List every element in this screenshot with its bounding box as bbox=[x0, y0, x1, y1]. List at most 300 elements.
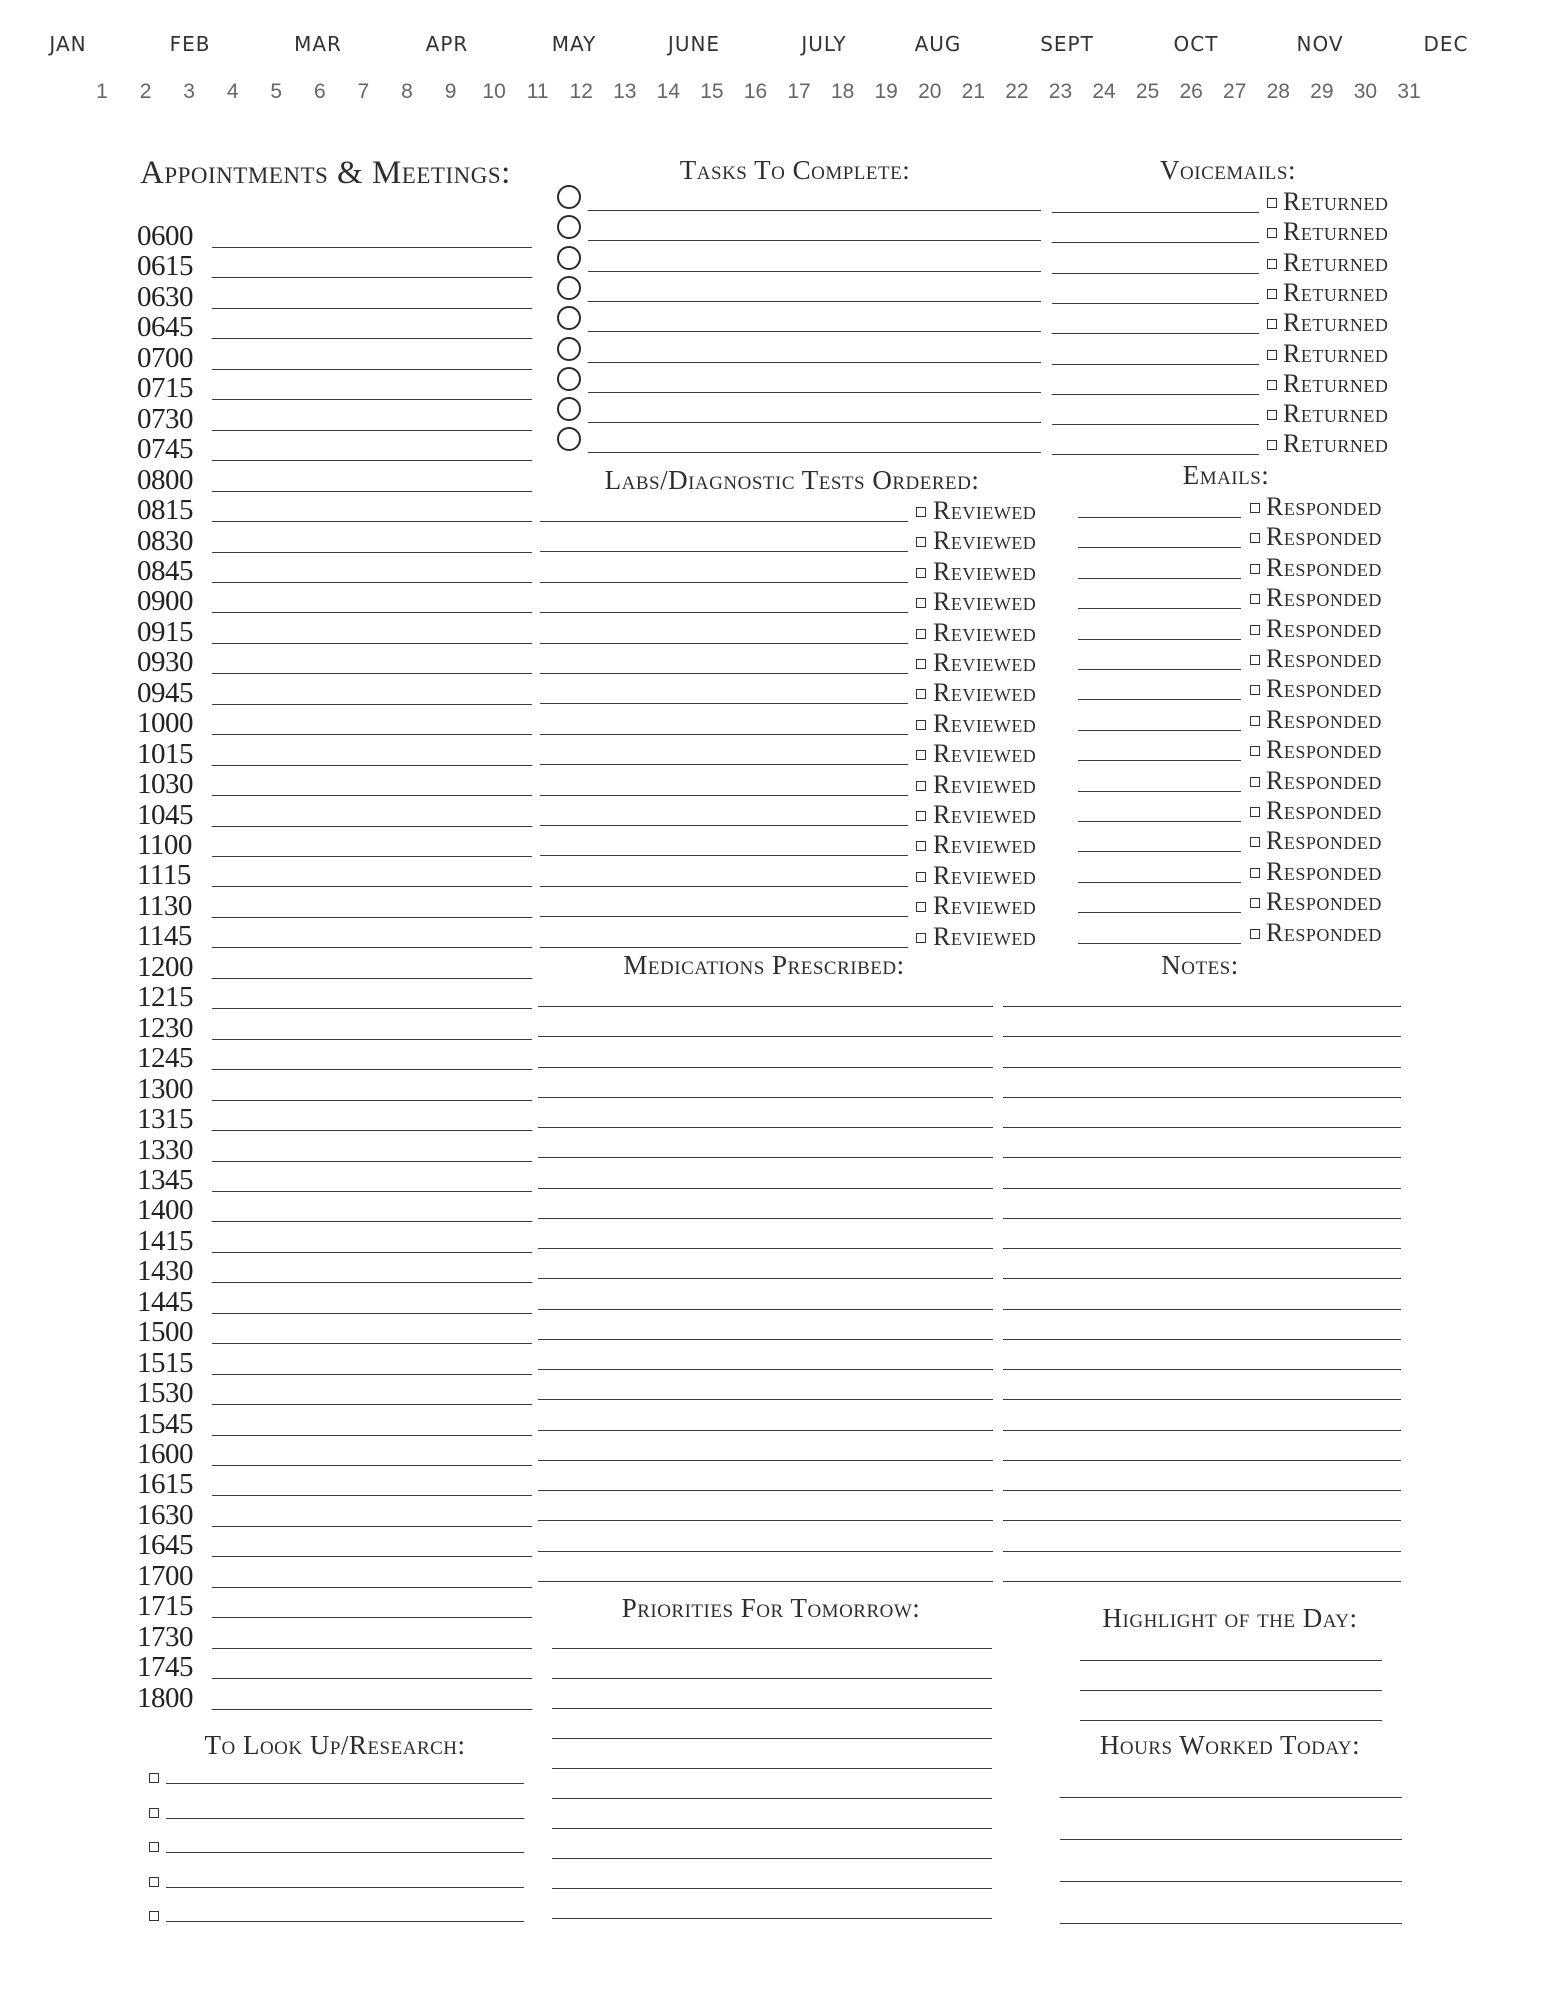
responded-checkbox[interactable] bbox=[1250, 625, 1260, 635]
time-slot-label: 0730 bbox=[137, 402, 193, 435]
medication-line[interactable] bbox=[538, 1399, 993, 1400]
appointment-line[interactable] bbox=[212, 369, 532, 370]
notes-line[interactable] bbox=[1003, 1036, 1401, 1037]
notes-heading: Notes: bbox=[1161, 950, 1239, 980]
medication-line[interactable] bbox=[538, 1036, 993, 1037]
reviewed-checkbox[interactable] bbox=[916, 902, 926, 912]
reviewed-label: Reviewed bbox=[933, 708, 1037, 738]
appointment-line[interactable] bbox=[212, 1556, 532, 1557]
month-label[interactable]: MAY bbox=[551, 32, 597, 56]
voicemail-line[interactable] bbox=[1052, 333, 1259, 334]
appointment-line[interactable] bbox=[212, 1678, 532, 1679]
returned-checkbox[interactable] bbox=[1267, 380, 1277, 390]
day-label[interactable]: 11 bbox=[526, 80, 549, 103]
notes-line[interactable] bbox=[1003, 1460, 1401, 1461]
appointment-line[interactable] bbox=[212, 582, 532, 583]
returned-label: Returned bbox=[1283, 338, 1389, 368]
appointment-line[interactable] bbox=[212, 430, 532, 431]
appointment-line[interactable] bbox=[212, 552, 532, 553]
day-label[interactable]: 14 bbox=[656, 80, 681, 103]
task-checkbox[interactable] bbox=[557, 337, 581, 361]
task-line[interactable] bbox=[588, 422, 1041, 423]
day-label[interactable]: 1 bbox=[96, 80, 108, 103]
returned-checkbox[interactable] bbox=[1267, 350, 1277, 360]
voicemail-line[interactable] bbox=[1052, 242, 1259, 243]
time-slot-label: 1000 bbox=[137, 707, 193, 740]
responded-label: Responded bbox=[1266, 826, 1382, 856]
time-slot-label: 1215 bbox=[137, 981, 193, 1014]
priority-line[interactable] bbox=[552, 1798, 992, 1799]
notes-line[interactable] bbox=[1003, 1339, 1401, 1340]
task-checkbox[interactable] bbox=[557, 367, 581, 391]
task-checkbox[interactable] bbox=[557, 306, 581, 330]
appointment-line[interactable] bbox=[212, 1191, 532, 1192]
email-line[interactable] bbox=[1078, 851, 1241, 852]
reviewed-checkbox[interactable] bbox=[916, 811, 926, 821]
day-label[interactable]: 15 bbox=[700, 80, 724, 103]
time-slot-label: 1330 bbox=[137, 1133, 193, 1166]
reviewed-checkbox[interactable] bbox=[916, 872, 926, 882]
reviewed-checkbox[interactable] bbox=[916, 781, 926, 791]
responded-checkbox[interactable] bbox=[1250, 533, 1260, 543]
reviewed-checkbox[interactable] bbox=[916, 750, 926, 760]
medication-line[interactable] bbox=[538, 1067, 993, 1068]
day-label[interactable]: 27 bbox=[1223, 80, 1247, 103]
responded-label: Responded bbox=[1266, 583, 1382, 613]
month-label[interactable]: APR bbox=[425, 32, 469, 56]
notes-line[interactable] bbox=[1003, 1369, 1401, 1370]
hours-line[interactable] bbox=[1060, 1797, 1402, 1798]
priority-line[interactable] bbox=[552, 1738, 992, 1739]
appointment-line[interactable] bbox=[212, 491, 532, 492]
responded-checkbox[interactable] bbox=[1250, 685, 1260, 695]
notes-line[interactable] bbox=[1003, 1430, 1401, 1431]
returned-checkbox[interactable] bbox=[1267, 410, 1277, 420]
task-line[interactable] bbox=[588, 271, 1041, 272]
time-slot-label: 1415 bbox=[137, 1224, 193, 1257]
responded-label: Responded bbox=[1266, 765, 1382, 795]
appointment-line[interactable] bbox=[212, 643, 532, 644]
lab-line[interactable] bbox=[540, 916, 908, 917]
month-label[interactable]: OCT bbox=[1173, 32, 1219, 56]
hours-line[interactable] bbox=[1060, 1881, 1402, 1882]
task-checkbox[interactable] bbox=[557, 185, 581, 209]
time-slot-label: 1530 bbox=[137, 1377, 193, 1410]
day-label[interactable]: 2 bbox=[139, 80, 152, 103]
appointment-line[interactable] bbox=[212, 1465, 532, 1466]
time-slot-label: 0845 bbox=[137, 554, 193, 587]
research-line[interactable] bbox=[166, 1887, 524, 1888]
time-slot-label: 0930 bbox=[137, 646, 193, 679]
hours-line[interactable] bbox=[1060, 1839, 1402, 1840]
email-line[interactable] bbox=[1078, 882, 1241, 883]
reviewed-checkbox[interactable] bbox=[916, 568, 926, 578]
returned-label: Returned bbox=[1283, 247, 1389, 277]
appointment-line[interactable] bbox=[212, 1221, 532, 1222]
task-checkbox[interactable] bbox=[557, 215, 581, 239]
time-slot-label: 1800 bbox=[137, 1681, 193, 1714]
priority-line[interactable] bbox=[552, 1768, 992, 1769]
time-slot-label: 1145 bbox=[137, 920, 192, 953]
time-slot-label: 1345 bbox=[137, 1163, 193, 1196]
notes-line[interactable] bbox=[1003, 1067, 1401, 1068]
responded-label: Responded bbox=[1266, 735, 1382, 765]
appointment-line[interactable] bbox=[212, 277, 532, 278]
research-line[interactable] bbox=[166, 1783, 524, 1784]
lab-line[interactable] bbox=[540, 855, 908, 856]
appointment-line[interactable] bbox=[212, 856, 532, 857]
responded-checkbox[interactable] bbox=[1250, 807, 1260, 817]
lab-line[interactable] bbox=[540, 886, 908, 887]
highlight-line[interactable] bbox=[1080, 1660, 1382, 1661]
appointment-line[interactable] bbox=[212, 308, 532, 309]
appointment-line[interactable] bbox=[212, 886, 532, 887]
time-slot-label: 0745 bbox=[137, 433, 193, 466]
voicemail-line[interactable] bbox=[1052, 364, 1259, 365]
appointments-heading: Appointments & Meetings: bbox=[140, 155, 511, 191]
appointment-line[interactable] bbox=[212, 978, 532, 979]
lab-line[interactable] bbox=[540, 551, 908, 552]
day-label[interactable]: 8 bbox=[401, 80, 413, 103]
research-checkbox[interactable] bbox=[149, 1877, 159, 1887]
priority-line[interactable] bbox=[552, 1648, 992, 1649]
day-label[interactable]: 13 bbox=[613, 80, 637, 103]
notes-line[interactable] bbox=[1003, 1551, 1401, 1552]
time-slot-label: 1700 bbox=[137, 1559, 193, 1592]
email-line[interactable] bbox=[1078, 699, 1241, 700]
research-checkbox[interactable] bbox=[149, 1808, 159, 1818]
lab-line[interactable] bbox=[540, 703, 908, 704]
time-slot-label: 1315 bbox=[137, 1103, 193, 1136]
returned-checkbox[interactable] bbox=[1267, 319, 1277, 329]
voicemail-line[interactable] bbox=[1052, 212, 1259, 213]
reviewed-checkbox[interactable] bbox=[916, 659, 926, 669]
appointment-line[interactable] bbox=[212, 1252, 532, 1253]
task-checkbox[interactable] bbox=[557, 427, 581, 451]
priority-line[interactable] bbox=[552, 1828, 992, 1829]
day-label[interactable]: 24 bbox=[1092, 80, 1116, 103]
task-line[interactable] bbox=[588, 452, 1041, 453]
notes-line[interactable] bbox=[1003, 1006, 1401, 1007]
appointment-line[interactable] bbox=[212, 1343, 532, 1344]
month-label[interactable]: SEPT bbox=[1040, 32, 1094, 56]
appointment-line[interactable] bbox=[212, 826, 532, 827]
responded-checkbox[interactable] bbox=[1250, 898, 1260, 908]
day-label[interactable]: 28 bbox=[1266, 80, 1290, 103]
lab-line[interactable] bbox=[540, 673, 908, 674]
appointment-line[interactable] bbox=[212, 1648, 532, 1649]
appointment-line[interactable] bbox=[212, 1100, 532, 1101]
lab-line[interactable] bbox=[540, 521, 908, 522]
appointment-line[interactable] bbox=[212, 612, 532, 613]
lab-line[interactable] bbox=[540, 795, 908, 796]
returned-checkbox[interactable] bbox=[1267, 228, 1277, 238]
reviewed-checkbox[interactable] bbox=[916, 689, 926, 699]
appointment-line[interactable] bbox=[212, 1495, 532, 1496]
returned-checkbox[interactable] bbox=[1267, 289, 1277, 299]
responded-checkbox[interactable] bbox=[1250, 716, 1260, 726]
returned-checkbox[interactable] bbox=[1267, 259, 1277, 269]
email-line[interactable] bbox=[1078, 760, 1241, 761]
highlight-heading: Highlight of the Day: bbox=[1102, 1603, 1358, 1633]
research-heading: To Look Up/Research: bbox=[204, 1730, 466, 1760]
reviewed-label: Reviewed bbox=[933, 678, 1037, 708]
appointment-line[interactable] bbox=[212, 1587, 532, 1588]
time-slot-label: 0615 bbox=[137, 250, 193, 283]
email-line[interactable] bbox=[1078, 669, 1241, 670]
appointment-line[interactable] bbox=[212, 247, 532, 248]
voicemail-line[interactable] bbox=[1052, 273, 1259, 274]
reviewed-checkbox[interactable] bbox=[916, 507, 926, 517]
reviewed-label: Reviewed bbox=[933, 739, 1037, 769]
day-label[interactable]: 18 bbox=[830, 80, 855, 103]
task-line[interactable] bbox=[588, 301, 1041, 302]
appointment-line[interactable] bbox=[212, 765, 532, 766]
research-checkbox[interactable] bbox=[149, 1842, 159, 1852]
task-line[interactable] bbox=[588, 362, 1041, 363]
task-line[interactable] bbox=[588, 240, 1041, 241]
notes-line[interactable] bbox=[1003, 1581, 1401, 1582]
month-label[interactable]: AUG bbox=[914, 32, 962, 56]
time-slot-label: 1045 bbox=[137, 798, 193, 831]
lab-line[interactable] bbox=[540, 825, 908, 826]
priority-line[interactable] bbox=[552, 1888, 992, 1889]
responded-checkbox[interactable] bbox=[1250, 777, 1260, 787]
notes-line[interactable] bbox=[1003, 1157, 1401, 1158]
appointment-line[interactable] bbox=[212, 1282, 532, 1283]
lab-line[interactable] bbox=[540, 734, 908, 735]
appointment-line[interactable] bbox=[212, 1039, 532, 1040]
reviewed-checkbox[interactable] bbox=[916, 598, 926, 608]
research-line[interactable] bbox=[166, 1852, 524, 1853]
medication-line[interactable] bbox=[538, 1127, 993, 1128]
priority-line[interactable] bbox=[552, 1858, 992, 1859]
time-slot-label: 0900 bbox=[137, 585, 193, 618]
notes-line[interactable] bbox=[1003, 1248, 1401, 1249]
appointment-line[interactable] bbox=[212, 1130, 532, 1131]
day-label[interactable]: 29 bbox=[1310, 80, 1334, 103]
highlight-line[interactable] bbox=[1080, 1720, 1382, 1721]
task-line[interactable] bbox=[588, 210, 1041, 211]
hours-line[interactable] bbox=[1060, 1923, 1402, 1924]
appointment-line[interactable] bbox=[212, 795, 532, 796]
appointment-line[interactable] bbox=[212, 399, 532, 400]
appointment-line[interactable] bbox=[212, 1374, 532, 1375]
day-label[interactable]: 7 bbox=[357, 80, 370, 103]
appointment-line[interactable] bbox=[212, 673, 532, 674]
day-label[interactable]: 25 bbox=[1135, 80, 1160, 103]
email-line[interactable] bbox=[1078, 943, 1241, 944]
highlight-line[interactable] bbox=[1080, 1690, 1382, 1691]
appointment-line[interactable] bbox=[212, 1069, 532, 1070]
lab-line[interactable] bbox=[540, 612, 908, 613]
time-slot-label: 1015 bbox=[137, 737, 193, 770]
day-label[interactable]: 6 bbox=[313, 80, 326, 103]
appointment-line[interactable] bbox=[212, 947, 532, 948]
notes-line[interactable] bbox=[1003, 1188, 1401, 1189]
day-label[interactable]: 22 bbox=[1005, 80, 1029, 103]
research-line[interactable] bbox=[166, 1818, 524, 1819]
task-line[interactable] bbox=[588, 331, 1041, 332]
notes-line[interactable] bbox=[1003, 1218, 1401, 1219]
day-label[interactable]: 12 bbox=[569, 80, 593, 103]
responded-checkbox[interactable] bbox=[1250, 594, 1260, 604]
day-label[interactable]: 30 bbox=[1353, 80, 1378, 103]
appointment-line[interactable] bbox=[212, 917, 532, 918]
month-label[interactable]: JULY bbox=[801, 32, 847, 56]
returned-checkbox[interactable] bbox=[1267, 440, 1277, 450]
lab-line[interactable] bbox=[540, 643, 908, 644]
research-checkbox[interactable] bbox=[149, 1773, 159, 1783]
lab-line[interactable] bbox=[540, 947, 908, 948]
day-label[interactable]: 9 bbox=[444, 80, 457, 103]
day-label[interactable]: 19 bbox=[874, 80, 898, 103]
month-label[interactable]: JAN bbox=[49, 32, 87, 56]
task-line[interactable] bbox=[588, 392, 1041, 393]
task-checkbox[interactable] bbox=[557, 276, 581, 300]
medication-line[interactable] bbox=[538, 1460, 993, 1461]
day-label[interactable]: 4 bbox=[226, 80, 239, 103]
month-label[interactable]: NOV bbox=[1296, 32, 1344, 56]
appointment-line[interactable] bbox=[212, 704, 532, 705]
reviewed-label: Reviewed bbox=[933, 891, 1037, 921]
responded-checkbox[interactable] bbox=[1250, 868, 1260, 878]
email-line[interactable] bbox=[1078, 578, 1241, 579]
responded-checkbox[interactable] bbox=[1250, 929, 1260, 939]
medication-line[interactable] bbox=[538, 1339, 993, 1340]
appointment-line[interactable] bbox=[212, 1313, 532, 1314]
medication-line[interactable] bbox=[538, 1551, 993, 1552]
reviewed-label: Reviewed bbox=[933, 860, 1037, 890]
appointment-line[interactable] bbox=[212, 1161, 532, 1162]
appointment-line[interactable] bbox=[212, 734, 532, 735]
day-label[interactable]: 31 bbox=[1397, 80, 1421, 103]
reviewed-checkbox[interactable] bbox=[916, 933, 926, 943]
time-slot-label: 1515 bbox=[137, 1346, 193, 1379]
day-label[interactable]: 23 bbox=[1048, 80, 1073, 103]
returned-checkbox[interactable] bbox=[1267, 198, 1277, 208]
notes-line[interactable] bbox=[1003, 1399, 1401, 1400]
day-label[interactable]: 26 bbox=[1179, 80, 1203, 103]
appointment-line[interactable] bbox=[212, 1008, 532, 1009]
medication-line[interactable] bbox=[538, 1097, 993, 1098]
email-line[interactable] bbox=[1078, 730, 1241, 731]
email-line[interactable] bbox=[1078, 912, 1241, 913]
reviewed-checkbox[interactable] bbox=[916, 841, 926, 851]
task-checkbox[interactable] bbox=[557, 397, 581, 421]
returned-label: Returned bbox=[1283, 429, 1389, 459]
medication-line[interactable] bbox=[538, 1157, 993, 1158]
reviewed-label: Reviewed bbox=[933, 830, 1037, 860]
email-line[interactable] bbox=[1078, 547, 1241, 548]
responded-checkbox[interactable] bbox=[1250, 564, 1260, 574]
notes-line[interactable] bbox=[1003, 1309, 1401, 1310]
emails-heading: Emails: bbox=[1182, 460, 1270, 490]
month-label[interactable]: JUNE bbox=[667, 32, 721, 56]
appointment-line[interactable] bbox=[212, 521, 532, 522]
medication-line[interactable] bbox=[538, 1430, 993, 1431]
responded-label: Responded bbox=[1266, 552, 1382, 582]
notes-line[interactable] bbox=[1003, 1097, 1401, 1098]
responded-checkbox[interactable] bbox=[1250, 503, 1260, 513]
notes-line[interactable] bbox=[1003, 1278, 1401, 1279]
responded-checkbox[interactable] bbox=[1250, 837, 1260, 847]
priority-line[interactable] bbox=[552, 1708, 992, 1709]
time-slot-label: 1200 bbox=[137, 950, 193, 983]
priority-line[interactable] bbox=[552, 1678, 992, 1679]
reviewed-checkbox[interactable] bbox=[916, 537, 926, 547]
medication-line[interactable] bbox=[538, 1490, 993, 1491]
appointment-line[interactable] bbox=[212, 1709, 532, 1710]
priority-line[interactable] bbox=[552, 1918, 992, 1919]
responded-label: Responded bbox=[1266, 704, 1382, 734]
day-label[interactable]: 5 bbox=[270, 80, 283, 103]
appointment-line[interactable] bbox=[212, 1617, 532, 1618]
email-line[interactable] bbox=[1078, 821, 1241, 822]
lab-line[interactable] bbox=[540, 582, 908, 583]
email-line[interactable] bbox=[1078, 608, 1241, 609]
medication-line[interactable] bbox=[538, 1248, 993, 1249]
reviewed-checkbox[interactable] bbox=[916, 629, 926, 639]
medication-line[interactable] bbox=[538, 1369, 993, 1370]
medication-line[interactable] bbox=[538, 1309, 993, 1310]
month-label[interactable]: FEB bbox=[169, 32, 211, 56]
day-label[interactable]: 17 bbox=[787, 80, 811, 103]
lab-line[interactable] bbox=[540, 764, 908, 765]
notes-line[interactable] bbox=[1003, 1520, 1401, 1521]
month-label[interactable]: MAR bbox=[294, 32, 342, 56]
medication-line[interactable] bbox=[538, 1218, 993, 1219]
day-label[interactable]: 3 bbox=[183, 80, 195, 103]
medication-line[interactable] bbox=[538, 1278, 993, 1279]
returned-label: Returned bbox=[1283, 187, 1389, 216]
voicemail-line[interactable] bbox=[1052, 454, 1259, 455]
research-checkbox[interactable] bbox=[149, 1911, 159, 1921]
reviewed-checkbox[interactable] bbox=[916, 720, 926, 730]
research-line[interactable] bbox=[166, 1921, 524, 1922]
month-label[interactable]: DEC bbox=[1423, 32, 1469, 56]
task-checkbox[interactable] bbox=[557, 246, 581, 270]
day-label[interactable]: 10 bbox=[482, 80, 506, 103]
email-line[interactable] bbox=[1078, 517, 1241, 518]
medication-line[interactable] bbox=[538, 1520, 993, 1521]
appointment-line[interactable] bbox=[212, 460, 532, 461]
time-slot-label: 1230 bbox=[137, 1011, 193, 1044]
hours-heading: Hours Worked Today: bbox=[1099, 1730, 1361, 1760]
appointment-line[interactable] bbox=[212, 338, 532, 339]
responded-label: Responded bbox=[1266, 887, 1382, 917]
medication-line[interactable] bbox=[538, 1581, 993, 1582]
email-line[interactable] bbox=[1078, 791, 1241, 792]
email-line[interactable] bbox=[1078, 639, 1241, 640]
appointment-line[interactable] bbox=[212, 1526, 532, 1527]
appointment-line[interactable] bbox=[212, 1404, 532, 1405]
day-label[interactable]: 21 bbox=[961, 80, 986, 103]
day-label[interactable]: 16 bbox=[743, 80, 768, 103]
responded-checkbox[interactable] bbox=[1250, 655, 1260, 665]
appointment-line[interactable] bbox=[212, 1435, 532, 1436]
returned-label: Returned bbox=[1283, 277, 1389, 307]
notes-line[interactable] bbox=[1003, 1490, 1401, 1491]
voicemail-line[interactable] bbox=[1052, 424, 1259, 425]
voicemail-line[interactable] bbox=[1052, 303, 1259, 304]
notes-line[interactable] bbox=[1003, 1127, 1401, 1128]
voicemail-line[interactable] bbox=[1052, 394, 1259, 395]
day-label[interactable]: 20 bbox=[918, 80, 942, 103]
medication-line[interactable] bbox=[538, 1188, 993, 1189]
medication-line[interactable] bbox=[538, 1006, 993, 1007]
responded-checkbox[interactable] bbox=[1250, 746, 1260, 756]
